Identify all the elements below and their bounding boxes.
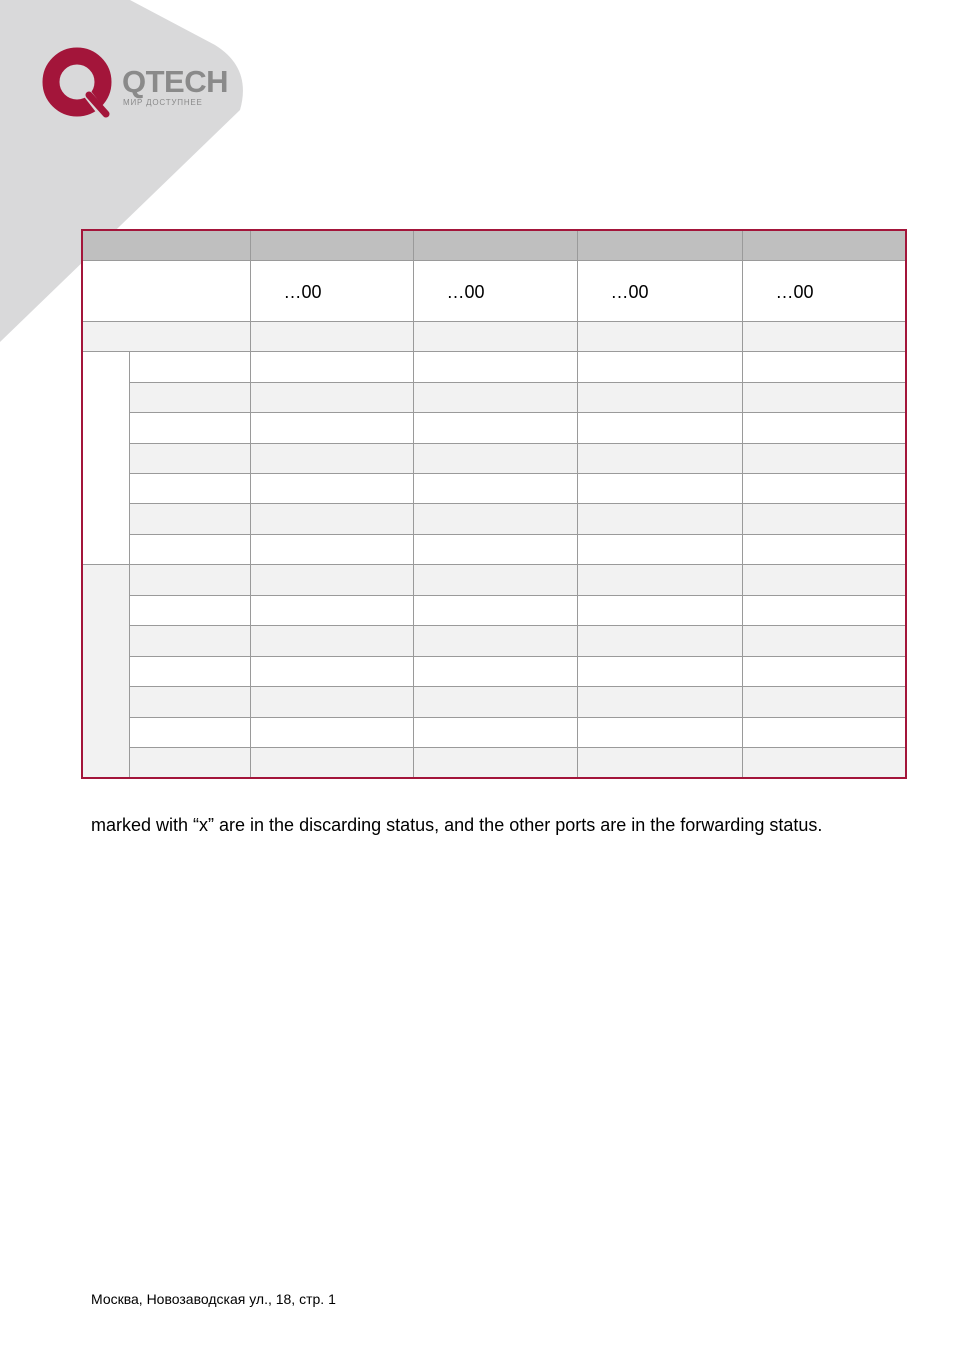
table-cell — [413, 443, 577, 473]
group-cell — [82, 352, 129, 565]
table-subheader-cell — [742, 260, 906, 321]
table-cell — [129, 382, 250, 412]
table-cell — [742, 656, 906, 686]
table-cell — [129, 474, 250, 504]
table-cell — [413, 321, 577, 351]
table-cell — [413, 413, 577, 443]
table-cell — [250, 321, 413, 351]
footer-address: Москва, Новозаводская ул., 18, стр. 1 — [91, 1291, 336, 1307]
table-header-cell — [82, 230, 250, 260]
table-cell — [413, 626, 577, 656]
table-row — [82, 382, 906, 412]
table-cell — [250, 595, 413, 625]
logo-tagline: МИР ДОСТУПНЕЕ — [123, 98, 203, 107]
table-row — [82, 595, 906, 625]
table-cell — [577, 382, 742, 412]
table-cell — [577, 321, 742, 351]
table-cell — [577, 717, 742, 747]
table-subheader-cell — [577, 260, 742, 321]
table-cell — [413, 595, 577, 625]
table-cell — [577, 504, 742, 534]
subheader-value: …00 — [775, 282, 814, 303]
table-cell — [577, 687, 742, 717]
table-cell — [250, 747, 413, 778]
table-subheader-cell — [250, 260, 413, 321]
table-subheader-cell — [413, 260, 577, 321]
port-status-table — [81, 229, 907, 779]
table-row — [82, 656, 906, 686]
table-cell — [129, 595, 250, 625]
table-cell — [129, 443, 250, 473]
table-cell — [577, 474, 742, 504]
table-cell — [250, 413, 413, 443]
table-cell — [129, 504, 250, 534]
table-cell — [413, 717, 577, 747]
table-row — [82, 413, 906, 443]
table-header-cell — [577, 230, 742, 260]
table-cell — [742, 352, 906, 382]
table-cell — [129, 413, 250, 443]
table-cell — [742, 321, 906, 351]
table-cell — [413, 565, 577, 595]
table-cell — [742, 443, 906, 473]
table-subheader-row — [82, 260, 906, 321]
table-row — [82, 717, 906, 747]
table-cell — [742, 717, 906, 747]
table-header-cell — [250, 230, 413, 260]
table-header-cell — [413, 230, 577, 260]
table-cell — [577, 565, 742, 595]
table-header-row — [82, 230, 906, 260]
table-row — [82, 565, 906, 595]
table-cell — [129, 717, 250, 747]
table-row — [82, 474, 906, 504]
table-cell — [250, 626, 413, 656]
group-cell — [82, 565, 129, 778]
table-cell — [413, 747, 577, 778]
table-subheader-cell — [82, 260, 250, 321]
table-cell — [413, 504, 577, 534]
table-cell — [250, 565, 413, 595]
logo-wordmark: QTECH — [122, 64, 228, 99]
table-cell — [82, 321, 250, 351]
table-cell — [742, 687, 906, 717]
subheader-value: …00 — [446, 282, 485, 303]
table-cell — [413, 534, 577, 564]
subheader-value: …00 — [283, 282, 322, 303]
table-cell — [577, 747, 742, 778]
table-cell — [250, 534, 413, 564]
table-header-cell — [742, 230, 906, 260]
table-cell — [577, 413, 742, 443]
table-cell — [742, 413, 906, 443]
table-cell — [250, 474, 413, 504]
table-cell — [129, 565, 250, 595]
table-cell — [413, 474, 577, 504]
table-cell — [413, 352, 577, 382]
table-row — [82, 443, 906, 473]
table-cell — [250, 352, 413, 382]
table-cell — [742, 534, 906, 564]
table-cell — [742, 747, 906, 778]
table-cell — [129, 747, 250, 778]
table-cell — [250, 687, 413, 717]
table-row — [82, 504, 906, 534]
table-cell — [250, 382, 413, 412]
table-row — [82, 321, 906, 351]
table-cell — [129, 656, 250, 686]
table-cell — [742, 504, 906, 534]
table-cell — [577, 595, 742, 625]
table-row — [82, 626, 906, 656]
table-cell — [250, 504, 413, 534]
table-cell — [742, 626, 906, 656]
table-cell — [413, 656, 577, 686]
table-cell — [742, 595, 906, 625]
table-cell — [577, 443, 742, 473]
table-cell — [577, 352, 742, 382]
table-cell — [129, 687, 250, 717]
table-cell — [129, 352, 250, 382]
table-cell — [742, 565, 906, 595]
table-cell — [577, 534, 742, 564]
table-cell — [250, 656, 413, 686]
table-cell — [577, 626, 742, 656]
table-cell — [129, 534, 250, 564]
table-cell — [413, 382, 577, 412]
table-cell — [413, 687, 577, 717]
table-cell — [129, 626, 250, 656]
subheader-value: …00 — [610, 282, 649, 303]
table-row — [82, 534, 906, 564]
body-text: marked with “x” are in the discarding status, and the other ports are in the forwarding status. — [91, 815, 823, 835]
table-row — [82, 687, 906, 717]
table-cell — [250, 717, 413, 747]
table-row — [82, 747, 906, 778]
table-row — [82, 352, 906, 382]
table-cell — [742, 474, 906, 504]
table-cell — [577, 656, 742, 686]
table-cell — [250, 443, 413, 473]
table-cell — [742, 382, 906, 412]
